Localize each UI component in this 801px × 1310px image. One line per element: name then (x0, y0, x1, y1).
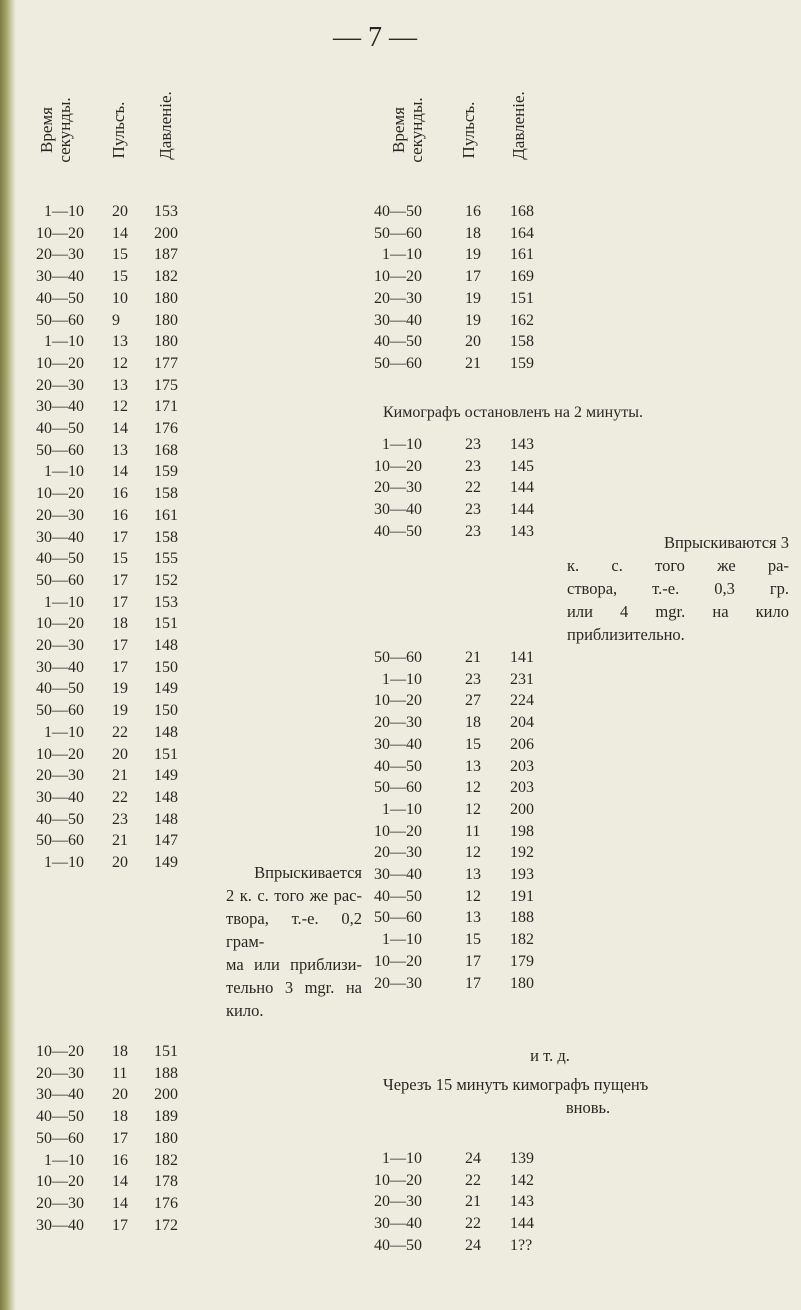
table-row (0, 844, 801, 867)
pressure-cell: 149 (154, 854, 178, 871)
pressure-cell: 158 (154, 528, 178, 546)
header-time (38, 85, 74, 175)
pulse-cell: 15 (112, 246, 128, 264)
pressure-cell: 175 (154, 376, 178, 394)
pulse-cell: 19 (112, 702, 128, 720)
time-cell: 10—20 (374, 822, 422, 840)
time-cell: 1—10 (44, 854, 84, 871)
pulse-cell: 11 (465, 822, 481, 840)
left-note-line: Впрыскивается (254, 863, 362, 882)
table-row (0, 1237, 801, 1260)
table-row (0, 736, 801, 759)
pressure-cell: 198 (510, 822, 534, 840)
pressure-cell: 179 (510, 952, 534, 970)
time-cell: 40—50 (36, 289, 84, 307)
pulse-cell: 23 (465, 436, 481, 453)
pressure-cell: 180 (154, 311, 178, 329)
pressure-cell: 189 (154, 1108, 178, 1126)
right-note-line: или 4 mgr. на кило (567, 602, 789, 621)
page-number: — 7 — (333, 22, 417, 53)
pulse-cell: 18 (465, 714, 481, 732)
pressure-cell: 180 (154, 289, 178, 307)
pressure-cell: 203 (510, 757, 534, 775)
right-note-line: приблизительно. (567, 625, 685, 644)
pressure-cell: 142 (510, 1171, 534, 1189)
time-cell: 20—30 (374, 289, 422, 307)
pressure-cell: 159 (154, 463, 178, 481)
pulse-cell: 12 (465, 844, 481, 862)
time-cell: 40—50 (374, 1236, 422, 1254)
table-row (0, 501, 801, 524)
header-pulse-right: Пульсъ. (459, 101, 478, 159)
pulse-cell: 20 (465, 333, 481, 351)
time-cell: 20—30 (36, 767, 84, 785)
pulse-cell: 13 (112, 441, 128, 459)
time-cell: 20—30 (374, 1193, 422, 1211)
time-cell: 1—10 (382, 800, 422, 818)
pulse-cell: 23 (465, 522, 481, 540)
table-row (0, 1043, 801, 1066)
header-time-right-line1: Время (389, 107, 408, 153)
pressure-cell: 145 (510, 457, 534, 475)
time-cell: 20—30 (36, 376, 84, 394)
table-row (0, 1215, 801, 1238)
pulse-cell: 13 (465, 757, 481, 775)
pulse-cell: 12 (465, 800, 481, 818)
right-injection-note (567, 531, 789, 646)
pressure-cell: 144 (510, 1215, 534, 1233)
pulse-cell: 16 (112, 506, 128, 524)
pressure-cell: 153 (154, 203, 178, 220)
table-row (0, 436, 801, 459)
time-cell: 10—20 (374, 692, 422, 710)
pressure-cell: 155 (154, 550, 178, 568)
pressure-cell: 150 (154, 702, 178, 720)
pressure-cell: 158 (510, 333, 534, 351)
pulse-cell: 27 (465, 692, 481, 710)
table-row (0, 823, 801, 846)
pressure-cell: 180 (154, 333, 178, 351)
time-cell: 20—30 (36, 506, 84, 524)
time-cell: 50—60 (374, 779, 422, 797)
header-time-right-line2: секунды. (407, 97, 426, 163)
pulse-cell: 10 (112, 289, 128, 307)
time-cell: 10—20 (374, 268, 422, 286)
time-cell: 40—50 (36, 680, 84, 698)
time-cell: 40—50 (374, 203, 422, 220)
table-row (0, 355, 801, 378)
time-cell: 20—30 (374, 479, 422, 497)
restart-note-line: Черезъ 15 минутъ кимографъ пущенъ (383, 1075, 649, 1094)
pulse-cell: 23 (465, 501, 481, 519)
time-cell: 40—50 (374, 887, 422, 905)
pulse-cell: 19 (465, 289, 481, 307)
pressure-cell: 224 (510, 692, 534, 710)
pulse-cell: 13 (112, 333, 128, 351)
table-row (0, 458, 801, 481)
header-time-right (390, 85, 426, 175)
time-cell: 30—40 (36, 398, 84, 416)
pulse-cell: 17 (112, 1216, 128, 1234)
table-row (0, 225, 801, 248)
table-row (0, 866, 801, 889)
pressure-cell: 148 (154, 788, 178, 806)
pulse-cell: 21 (465, 354, 481, 372)
pressure-cell: 148 (154, 637, 178, 654)
pressure-cell: 152 (154, 571, 178, 589)
pulse-cell: 22 (112, 723, 128, 741)
time-cell: 40—50 (36, 810, 84, 828)
pulse-cell: 14 (112, 224, 128, 242)
pulse-cell: 24 (465, 1236, 481, 1254)
pressure-cell: 200 (510, 800, 534, 818)
pressure-cell: 177 (154, 354, 178, 372)
table-row (0, 888, 801, 911)
pulse-cell: 24 (465, 1150, 481, 1167)
pressure-cell: 231 (510, 670, 534, 688)
pressure-cell: 141 (510, 649, 534, 666)
left-note-line: ма или приблизи- (226, 955, 362, 974)
time-cell: 30—40 (374, 1215, 422, 1233)
time-cell: 10—20 (36, 1043, 84, 1060)
table-row (0, 246, 801, 269)
time-cell: 30—40 (374, 735, 422, 753)
right-note-line: Впрыскиваются 3 (663, 533, 789, 552)
time-cell: 30—40 (36, 788, 84, 806)
time-cell: 30—40 (36, 1086, 84, 1104)
pressure-cell: 143 (510, 436, 534, 453)
pressure-cell: 151 (154, 615, 178, 633)
header-pressure: Давленіе. (156, 91, 175, 160)
pressure-cell: 161 (154, 506, 178, 524)
pulse-cell: 21 (112, 832, 128, 850)
pressure-cell: 172 (154, 1216, 178, 1234)
time-cell: 50—60 (36, 571, 84, 589)
pulse-cell: 15 (465, 735, 481, 753)
time-cell: 30—40 (36, 658, 84, 676)
time-cell: 30—40 (374, 311, 422, 329)
pressure-cell: 169 (510, 268, 534, 286)
table-row (0, 649, 801, 672)
pressure-cell: 191 (510, 887, 534, 905)
table-row (0, 290, 801, 313)
pressure-cell: 182 (510, 931, 534, 949)
pressure-cell: 159 (510, 354, 534, 372)
pressure-cell: 203 (510, 779, 534, 797)
time-cell: 50—60 (374, 354, 422, 372)
pulse-cell: 13 (112, 376, 128, 394)
pulse-cell: 14 (112, 420, 128, 437)
pressure-cell: 144 (510, 501, 534, 519)
table-row (0, 203, 801, 226)
header-time-line2: секунды. (55, 97, 74, 163)
time-cell: 40—50 (374, 522, 422, 540)
time-cell: 50—60 (36, 1129, 84, 1147)
pulse-cell: 19 (465, 311, 481, 329)
pressure-cell: 147 (154, 832, 178, 850)
pulse-cell: 18 (112, 615, 128, 633)
pulse-cell: 16 (465, 203, 481, 220)
pulse-cell: 17 (112, 637, 128, 654)
time-cell: 20—30 (36, 1194, 84, 1212)
time-cell: 20—30 (374, 974, 422, 992)
time-cell: 20—30 (374, 844, 422, 862)
pressure-cell: 143 (510, 1193, 534, 1211)
pressure-cell: 171 (154, 398, 178, 416)
left-note-line: 2 к. с. того же рас- (226, 886, 362, 905)
time-cell: 30—40 (36, 1216, 84, 1234)
time-cell: 1—10 (44, 1151, 84, 1169)
pulse-cell: 18 (112, 1043, 128, 1060)
table-row (0, 975, 801, 998)
pressure-cell: 180 (154, 1129, 178, 1147)
time-cell: 20—30 (36, 1064, 84, 1082)
pressure-cell: 151 (154, 745, 178, 763)
time-cell: 30—40 (36, 528, 84, 546)
pulse-cell: 22 (465, 1215, 481, 1233)
time-cell: 10—20 (374, 1171, 422, 1189)
pulse-cell: 11 (112, 1064, 128, 1082)
pulse-cell: 20 (112, 1086, 128, 1104)
pressure-cell: 162 (510, 311, 534, 329)
pressure-cell: 149 (154, 767, 178, 785)
time-cell: 1—10 (382, 670, 422, 688)
time-cell: 50—60 (36, 702, 84, 720)
pressure-cell: 143 (510, 522, 534, 540)
pressure-cell: 168 (154, 441, 178, 459)
pulse-cell: 15 (112, 268, 128, 286)
table-row (0, 671, 801, 694)
pulse-cell: 23 (112, 810, 128, 828)
pressure-cell: 176 (154, 1194, 178, 1212)
pressure-cell: 139 (510, 1150, 534, 1167)
time-cell: 1—10 (382, 931, 422, 949)
time-cell: 10—20 (36, 615, 84, 633)
pressure-cell: 200 (154, 224, 178, 242)
pulse-cell: 23 (465, 670, 481, 688)
pressure-cell: 206 (510, 735, 534, 753)
time-cell: 10—20 (374, 952, 422, 970)
time-cell: 50—60 (36, 441, 84, 459)
table-row (0, 312, 801, 335)
pressure-cell: 176 (154, 420, 178, 437)
pressure-cell: 148 (154, 723, 178, 741)
header-time-line1: Время (37, 107, 56, 153)
time-cell: 30—40 (374, 866, 422, 883)
time-cell: 40—50 (374, 333, 422, 351)
pressure-cell: 187 (154, 246, 178, 264)
time-cell: 10—20 (36, 485, 84, 503)
table-row (0, 333, 801, 356)
table-row (0, 1172, 801, 1195)
pulse-cell: 17 (112, 571, 128, 589)
pulse-cell: 17 (112, 658, 128, 676)
pressure-cell: 178 (154, 1173, 178, 1191)
etc-note: и т. д. (530, 1046, 570, 1065)
pulse-cell: 19 (112, 680, 128, 698)
time-cell: 50—60 (36, 832, 84, 850)
pulse-cell: 23 (465, 457, 481, 475)
time-cell: 1—10 (44, 593, 84, 611)
pulse-cell: 16 (112, 485, 128, 503)
time-cell: 10—20 (36, 745, 84, 763)
right-note-line: к. с. того же ра- (567, 556, 789, 575)
left-note-line: твора, т.-е. 0,2 грам- (226, 909, 362, 951)
pressure-cell: 180 (510, 974, 534, 992)
time-cell: 50—60 (374, 649, 422, 666)
header-pulse: Пульсъ. (109, 101, 128, 159)
pulse-cell: 22 (112, 788, 128, 806)
time-cell: 40—50 (36, 420, 84, 437)
pulse-cell: 12 (112, 354, 128, 372)
pulse-cell: 17 (465, 268, 481, 286)
pulse-cell: 21 (465, 649, 481, 666)
pressure-cell: 188 (154, 1064, 178, 1082)
pulse-cell: 17 (465, 952, 481, 970)
table-row (0, 1193, 801, 1216)
pulse-cell: 20 (112, 745, 128, 763)
pulse-cell: 14 (112, 1173, 128, 1191)
pressure-cell: 148 (154, 810, 178, 828)
pressure-cell: 158 (154, 485, 178, 503)
time-cell: 50—60 (36, 311, 84, 329)
restart-note-line: вновь. (565, 1098, 611, 1117)
header-pressure-right: Давленіе. (509, 91, 528, 160)
pulse-cell: 13 (465, 866, 481, 883)
time-cell: 50—60 (374, 909, 422, 927)
table-row (0, 909, 801, 932)
time-cell: 40—50 (374, 757, 422, 775)
pressure-cell: 168 (510, 203, 534, 220)
time-cell: 1—10 (44, 333, 84, 351)
pulse-cell: 12 (112, 398, 128, 416)
table-row (0, 1150, 801, 1173)
table-row (0, 479, 801, 502)
time-cell: 40—50 (36, 1108, 84, 1126)
pulse-cell: 21 (465, 1193, 481, 1211)
left-injection-note (226, 861, 362, 1022)
pressure-cell: 188 (510, 909, 534, 927)
pulse-cell: 9 (112, 311, 120, 329)
table-row (0, 953, 801, 976)
pulse-cell: 19 (465, 246, 481, 264)
pressure-cell: 149 (154, 680, 178, 698)
pulse-cell: 17 (112, 1129, 128, 1147)
time-cell: 10—20 (374, 457, 422, 475)
pulse-cell: 17 (112, 593, 128, 611)
pressure-cell: 193 (510, 866, 534, 883)
pulse-cell: 15 (465, 931, 481, 949)
table-row (0, 377, 801, 400)
pulse-cell: 15 (112, 550, 128, 568)
table-row (0, 692, 801, 715)
time-cell: 30—40 (36, 268, 84, 286)
time-cell: 10—20 (36, 354, 84, 372)
pressure-cell: 151 (154, 1043, 178, 1060)
time-cell: 50—60 (374, 224, 422, 242)
pressure-cell: 192 (510, 844, 534, 862)
time-cell: 20—30 (374, 714, 422, 732)
pressure-cell: 144 (510, 479, 534, 497)
pulse-cell: 20 (112, 854, 128, 871)
pulse-cell: 17 (112, 528, 128, 546)
pulse-cell: 18 (112, 1108, 128, 1126)
pulse-cell: 12 (465, 779, 481, 797)
pulse-cell: 16 (112, 1151, 128, 1169)
time-cell: 1—10 (382, 246, 422, 264)
time-cell: 30—40 (374, 501, 422, 519)
pulse-cell: 13 (465, 909, 481, 927)
pressure-cell: 151 (510, 289, 534, 307)
pulse-cell: 22 (465, 1171, 481, 1189)
time-cell: 1—10 (382, 436, 422, 453)
right-note-line: створа, т.-е. 0,3 гр. (567, 579, 789, 598)
pulse-cell: 12 (465, 887, 481, 905)
pressure-cell: 1?? (510, 1236, 533, 1254)
time-cell: 20—30 (36, 637, 84, 654)
restart-note (383, 1073, 793, 1119)
pressure-cell: 182 (154, 268, 178, 286)
pulse-cell: 18 (465, 224, 481, 242)
left-note-line: тельно 3 mgr. на (226, 978, 362, 997)
time-cell: 20—30 (36, 246, 84, 264)
time-cell: 40—50 (36, 550, 84, 568)
time-cell: 10—20 (36, 1173, 84, 1191)
pulse-cell: 22 (465, 479, 481, 497)
time-cell: 10—20 (36, 224, 84, 242)
time-cell: 1—10 (44, 203, 84, 220)
table-row (0, 801, 801, 824)
time-cell: 1—10 (382, 1150, 422, 1167)
pulse-cell: 14 (112, 1194, 128, 1212)
pressure-cell: 200 (154, 1086, 178, 1104)
table-row (0, 758, 801, 781)
left-note-line: кило. (226, 1001, 264, 1020)
pressure-cell: 150 (154, 658, 178, 676)
pulse-cell: 20 (112, 203, 128, 220)
table-row (0, 268, 801, 291)
table-row (0, 714, 801, 737)
kymograph-stopped-note: Кимографъ остановленъ на 2 минуты. (383, 404, 643, 421)
pressure-cell: 164 (510, 224, 534, 242)
pressure-cell: 161 (510, 246, 534, 264)
pressure-cell: 204 (510, 714, 534, 732)
pulse-cell: 21 (112, 767, 128, 785)
table-row (0, 779, 801, 802)
pulse-cell: 14 (112, 463, 128, 481)
time-cell: 1—10 (44, 723, 84, 741)
table-row (0, 931, 801, 954)
pressure-cell: 182 (154, 1151, 178, 1169)
time-cell: 1—10 (44, 463, 84, 481)
pulse-cell: 17 (465, 974, 481, 992)
pressure-cell: 153 (154, 593, 178, 611)
